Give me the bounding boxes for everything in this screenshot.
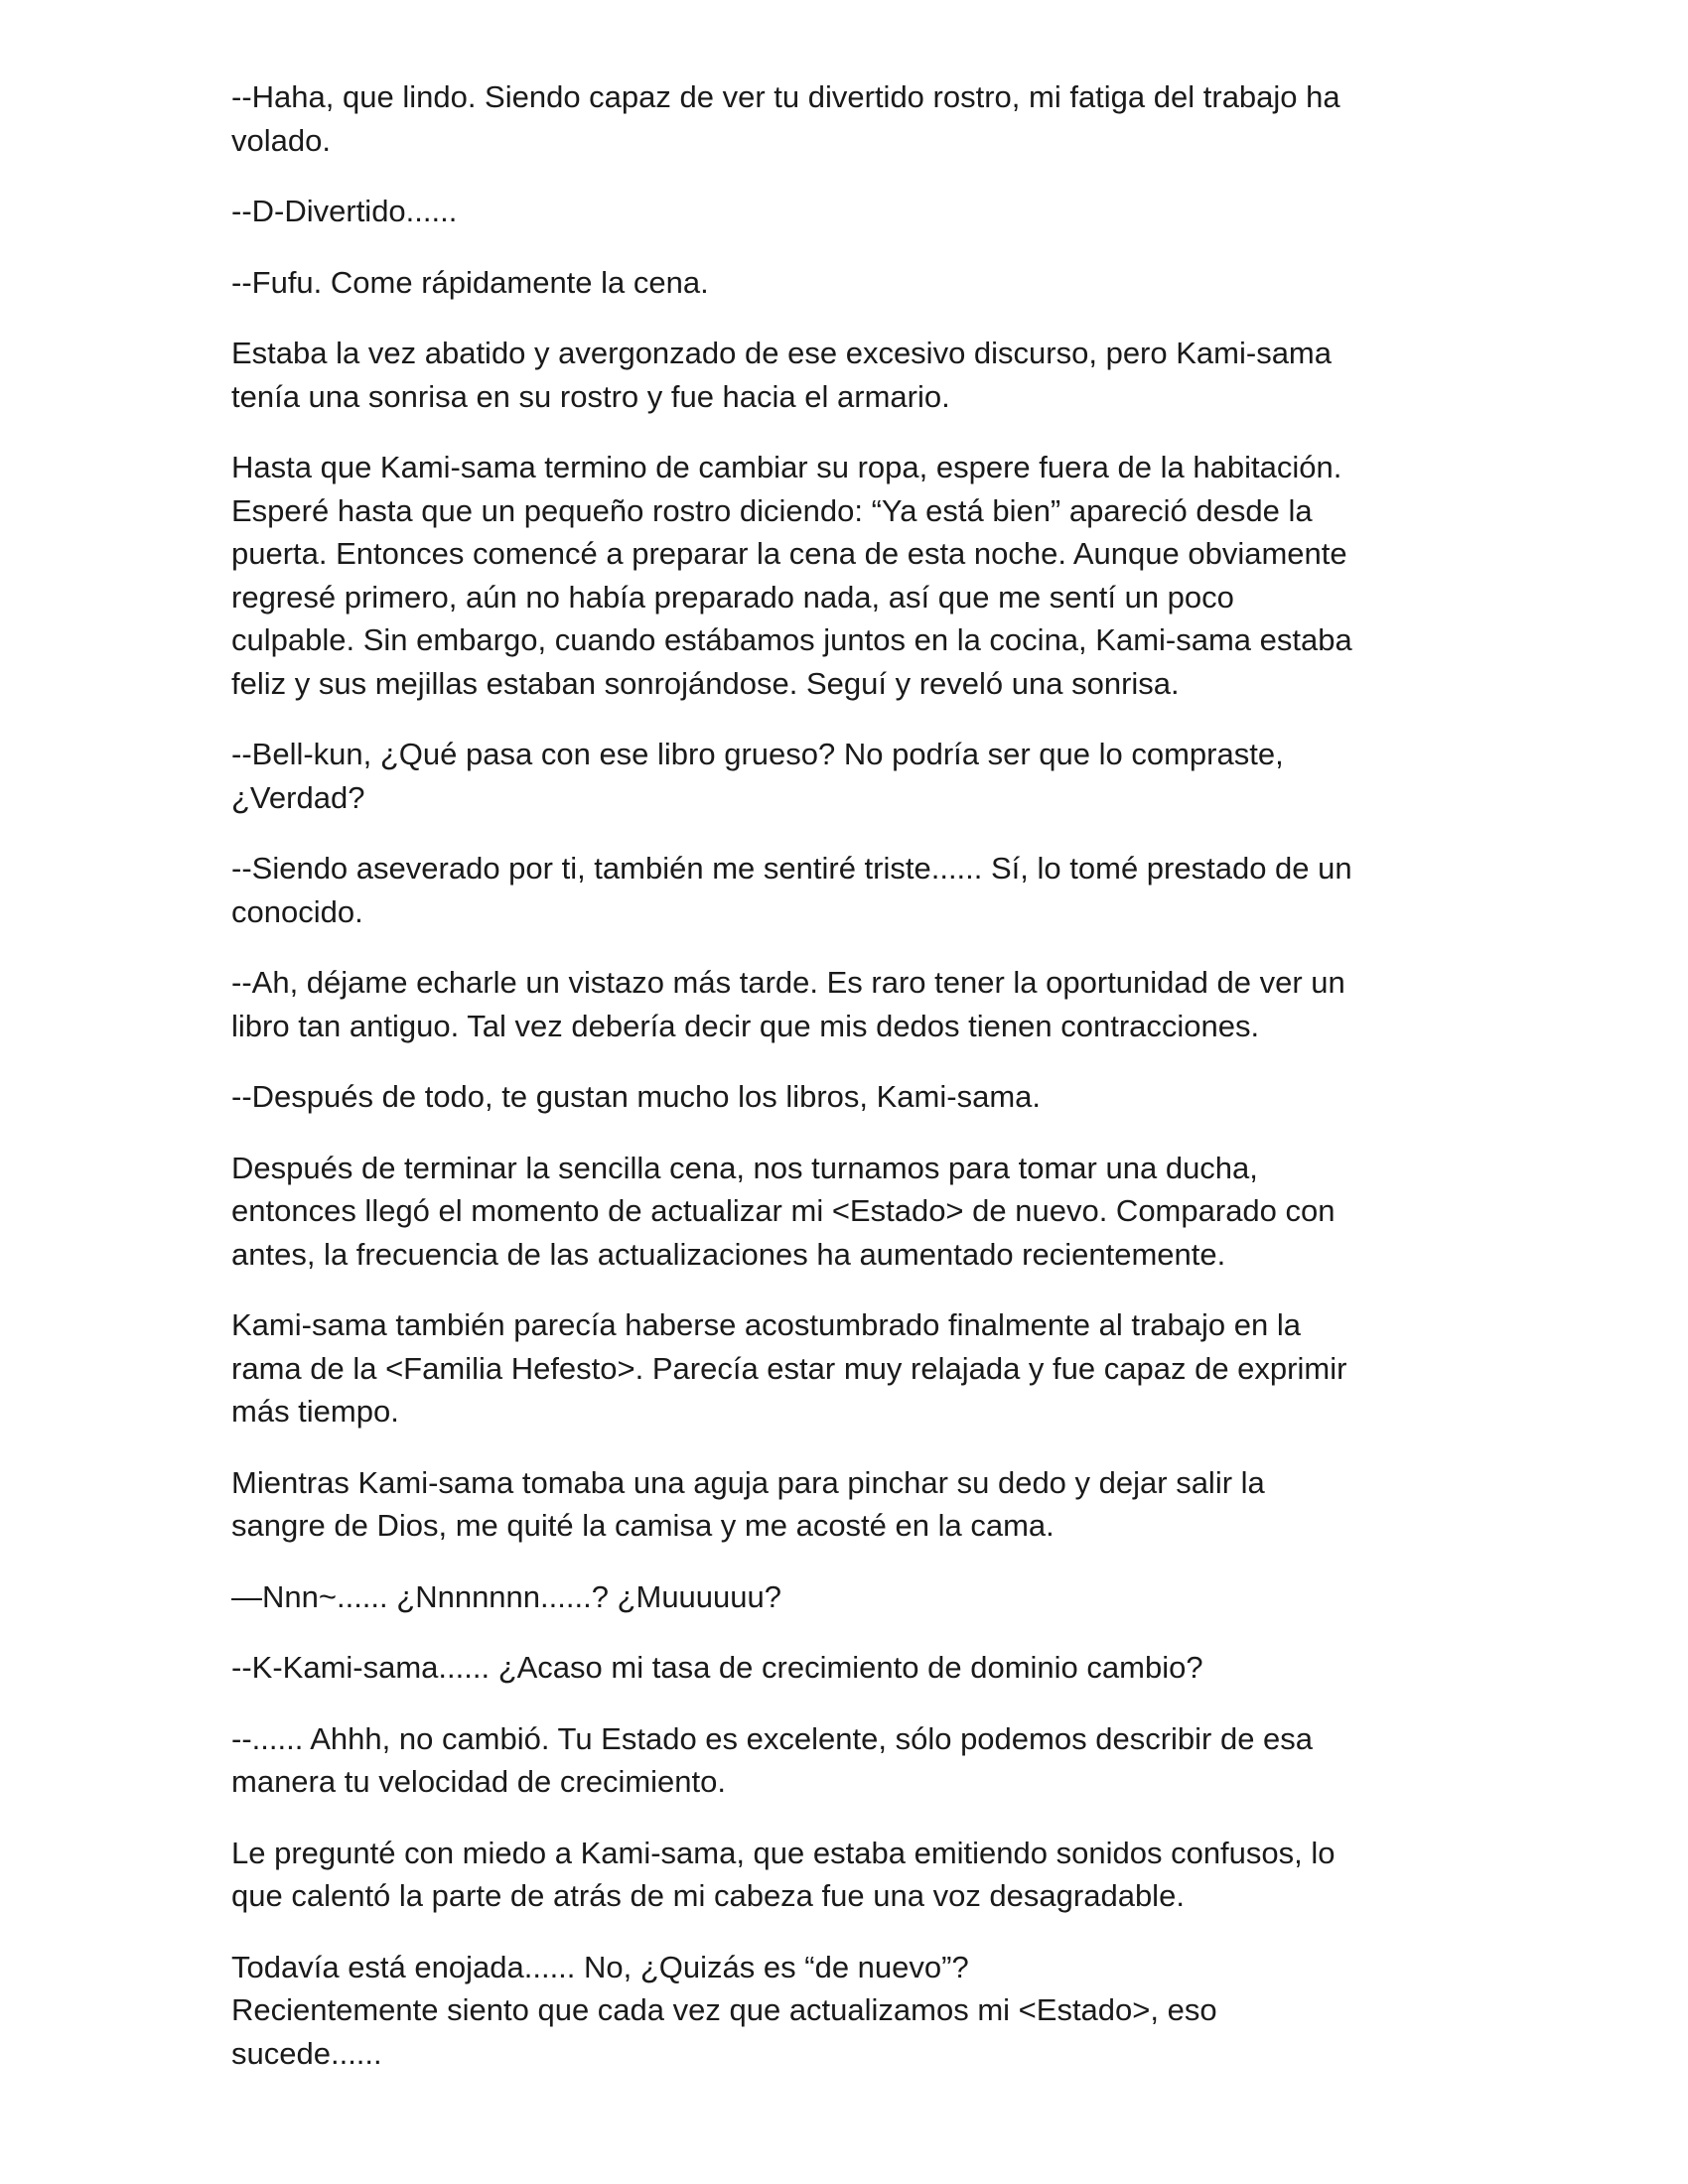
- paragraph: --Bell-kun, ¿Qué pasa con ese libro grueso? No podría ser que lo compraste, ¿Verdad?: [231, 737, 1284, 815]
- paragraph: --Fufu. Come rápidamente la cena.: [231, 264, 709, 300]
- paragraph: --Ah, déjame echarle un vistazo más tarde. Es raro tener la oportunidad de ver un libro tan antiguo. Tal vez debería decir que mis dedos tienen contracciones.: [231, 965, 1345, 1043]
- paragraph: Después de terminar la sencilla cena, nos turnamos para tomar una ducha, entonces llegó el momento de actualizar mi <Estado> de nuevo. Comparado con antes, la frecuencia de las actualizaciones ha aumentado recientemente.: [231, 1150, 1336, 1272]
- paragraph: --K-Kami-sama...... ¿Acaso mi tasa de crecimiento de dominio cambio?: [231, 1650, 1203, 1685]
- paragraph: --Siendo aseverado por ti, también me sentiré triste...... Sí, lo tomé prestado de un conocido.: [231, 851, 1352, 929]
- paragraph: Hasta que Kami-sama termino de cambiar su ropa, espere fuera de la habitación. Esperé hasta que un pequeño rostro diciendo: “Ya está bien” apareció desde la puerta. Entonces comencé a preparar la cena de esta noche. Aunque obviamente regresé primero, aún no había preparado nada, así que me sentí un poco culpable. Sin embargo, cuando estábamos juntos en la cocina, Kami-sama estaba feliz y sus mejillas estaban sonrojándose. Seguí y reveló una sonrisa.: [231, 450, 1352, 701]
- paragraph: --Haha, que lindo. Siendo capaz de ver tu divertido rostro, mi fatiga del trabajo ha volado.: [231, 79, 1340, 158]
- paragraph: --D-Divertido......: [231, 194, 458, 228]
- paragraph: --Después de todo, te gustan mucho los libros, Kami-sama.: [231, 1079, 1041, 1114]
- paragraph: —Nnn~...... ¿Nnnnnnn......? ¿Muuuuuu?: [231, 1578, 782, 1614]
- paragraph: --...... Ahhh, no cambió. Tu Estado es excelente, sólo podemos describir de esa manera tu velocidad de crecimiento.: [231, 1720, 1314, 1799]
- paragraph: Mientras Kami-sama tomaba una aguja para pinchar su dedo y dejar salir la sangre de Dios, me quité la camisa y me acosté en la cama.: [231, 1464, 1265, 1543]
- paragraph: Todavía está enojada...... No, ¿Quizás es “de nuevo”? Recientemente siento que cada vez que actualizamos mi <Estado>, eso sucede......: [231, 1949, 1217, 2071]
- body-text: [231, 75, 1463, 2103]
- paragraph: Estaba la vez abatido y avergonzado de ese excesivo discurso, pero Kami-sama tenía una sonrisa en su rostro y fue hacia el armario.: [231, 336, 1332, 414]
- paragraph: Kami-sama también parecía haberse acostumbrado finalmente al trabajo en la rama de la <Familia Hefesto>. Parecía estar muy relajada y fue capaz de exprimir más tiempo.: [231, 1307, 1347, 1429]
- paragraph: Le pregunté con miedo a Kami-sama, que estaba emitiendo sonidos confusos, lo que calentó la parte de atrás de mi cabeza fue una voz desagradable.: [231, 1835, 1336, 1913]
